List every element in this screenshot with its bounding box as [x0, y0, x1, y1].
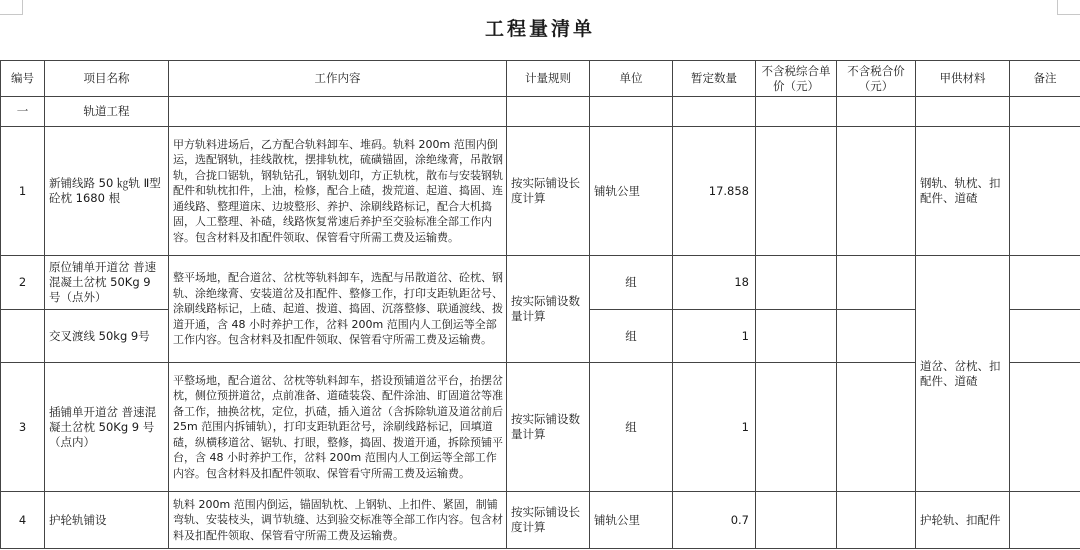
quantity: 0.7 — [673, 492, 756, 549]
empty-cell — [1010, 97, 1080, 127]
work-content: 轨料 200m 范围内倒运，锚固轨枕、上钢轨、上扣件、紧固，制铺弯轨、安装枝头，调节轨缝、达到验交标准等全部工作内容。包含材料及扣配件领取、保管看守所需工费及运输费。 — [169, 492, 507, 549]
remark — [1010, 363, 1080, 492]
header-remark: 备注 — [1010, 61, 1080, 97]
unit-price — [756, 492, 837, 549]
total-price — [837, 363, 916, 492]
total-price — [837, 310, 916, 363]
supplied-materials: 钢轨、轨枕、扣配件、道碴 — [916, 127, 1010, 256]
remark — [1010, 127, 1080, 256]
unit: 组 — [590, 256, 673, 310]
section-row — [1, 97, 1080, 127]
row-no: 2 — [1, 256, 45, 310]
row-no — [1, 310, 45, 363]
header-row — [1, 61, 1080, 97]
item-name: 插铺单开道岔 普速混凝土岔枕 50Kg 9 号（点内） — [45, 363, 169, 492]
supplied-materials: 护轮轨、扣配件 — [916, 492, 1010, 549]
work-content: 平整场地，配合道岔、岔枕等轨料卸车，搭设预铺道岔平台，抬摆岔枕，侧位预拼道岔，点前准备、道碴装袋、配件涂油、盯固道岔等准备工作，抽换岔枕，定位，扒碴，插入道岔（含拆除轨道及道岔前后 25m 范围内拆铺轨），打印支距轨距岔号，涂刷线路标记，回填道碴，纵横移道岔、锯轨、打眼，整修，捣固、拨道开通，拆除预铺平台，含 48 小时养护工作，岔料 200m 范围内人工倒运等全部工作内容。包含材料及扣配件领取、保管看守所需工费及运输费。 — [169, 363, 507, 492]
empty-cell — [916, 97, 1010, 127]
empty-cell — [837, 97, 916, 127]
remark — [1010, 492, 1080, 549]
table-row — [1, 127, 1080, 256]
quantity: 1 — [673, 363, 756, 492]
unit: 组 — [590, 310, 673, 363]
item-name: 新铺线路 50 ㎏轨 Ⅱ型砼枕 1680 根 — [45, 127, 169, 256]
unit-price — [756, 363, 837, 492]
quantity: 17.858 — [673, 127, 756, 256]
empty-cell — [507, 97, 590, 127]
unit: 铺轨公里 — [590, 492, 673, 549]
header-unit-price: 不含税综合单价（元） — [756, 61, 837, 97]
header-name: 项目名称 — [45, 61, 169, 97]
header-qty: 暂定数量 — [673, 61, 756, 97]
table-row — [1, 492, 1080, 549]
header-materials: 甲供材料 — [916, 61, 1010, 97]
header-unit: 单位 — [590, 61, 673, 97]
quantity: 1 — [673, 310, 756, 363]
total-price — [837, 256, 916, 310]
header-no: 编号 — [1, 61, 45, 97]
header-content: 工作内容 — [169, 61, 507, 97]
unit-price — [756, 127, 837, 256]
table-row — [1, 256, 1080, 310]
measure-rule: 按实际铺设长度计算 — [507, 127, 590, 256]
total-price — [837, 492, 916, 549]
quantity: 18 — [673, 256, 756, 310]
remark — [1010, 310, 1080, 363]
supplied-materials: 道岔、岔枕、扣配件、道碴 — [916, 256, 1010, 492]
unit: 铺轨公里 — [590, 127, 673, 256]
header-rule: 计量规则 — [507, 61, 590, 97]
section-no: 一 — [1, 97, 45, 127]
item-name: 交叉渡线 50kg 9号 — [45, 310, 169, 363]
unit-price — [756, 310, 837, 363]
item-name: 原位铺单开道岔 普速 混凝土岔枕 50Kg 9 号（点外） — [45, 256, 169, 310]
page-corner-mark-right — [1057, 0, 1080, 15]
work-content: 整平场地，配合道岔、岔枕等轨料卸车，选配与吊散道岔、砼枕、钢轨、涂绝缘膏、安装道岔及扣配件、整修工作，打印支距轨距岔号、涂刷线路标记，上碴、起道、拨道、捣固、沉落整修、联通渡线、拨道开通，含 48 小时养护工作，岔料 200m 范围内人工倒运等全部工作内容。包含材料及扣配件领取、保管看守所需工费及运输费。 — [169, 256, 507, 363]
empty-cell — [756, 97, 837, 127]
header-total: 不含税合价（元） — [837, 61, 916, 97]
measure-rule: 按实际铺设数量计算 — [507, 256, 590, 363]
remark — [1010, 256, 1080, 310]
row-no: 1 — [1, 127, 45, 256]
empty-cell — [169, 97, 507, 127]
page-corner-mark-left — [0, 0, 23, 15]
work-content: 甲方轨料进场后，乙方配合轨料卸车、堆码。轨料 200m 范围内倒运，选配钢轨，挂线散枕，摆排轨枕，硫磺锚固，涂绝缘膏，吊散钢轨，合拢口锯轨，钢轨钻孔，钢轨划印，方正轨枕，散布与安装钢轨配件和轨枕扣件，上油，检修，配合上碴，拨荒道、起道、捣固、连通线路、整理道床、边坡整形、养护、涂刷线路标记，配合大机捣固，人工整理、补碴，线路恢复常速后养护至交验标准全部工作内容。包含材料及扣配件领取、保管看守所需工费及运输费。 — [169, 127, 507, 256]
bill-of-quantities-table — [0, 60, 1080, 549]
empty-cell — [673, 97, 756, 127]
measure-rule: 按实际铺设长度计算 — [507, 492, 590, 549]
empty-cell — [590, 97, 673, 127]
measure-rule: 按实际铺设数量计算 — [507, 363, 590, 492]
unit-price — [756, 256, 837, 310]
total-price — [837, 127, 916, 256]
row-no: 4 — [1, 492, 45, 549]
section-name: 轨道工程 — [45, 97, 169, 127]
unit: 组 — [590, 363, 673, 492]
item-name: 护轮轨铺设 — [45, 492, 169, 549]
document-title: 工程量清单 — [484, 18, 595, 40]
row-no: 3 — [1, 363, 45, 492]
